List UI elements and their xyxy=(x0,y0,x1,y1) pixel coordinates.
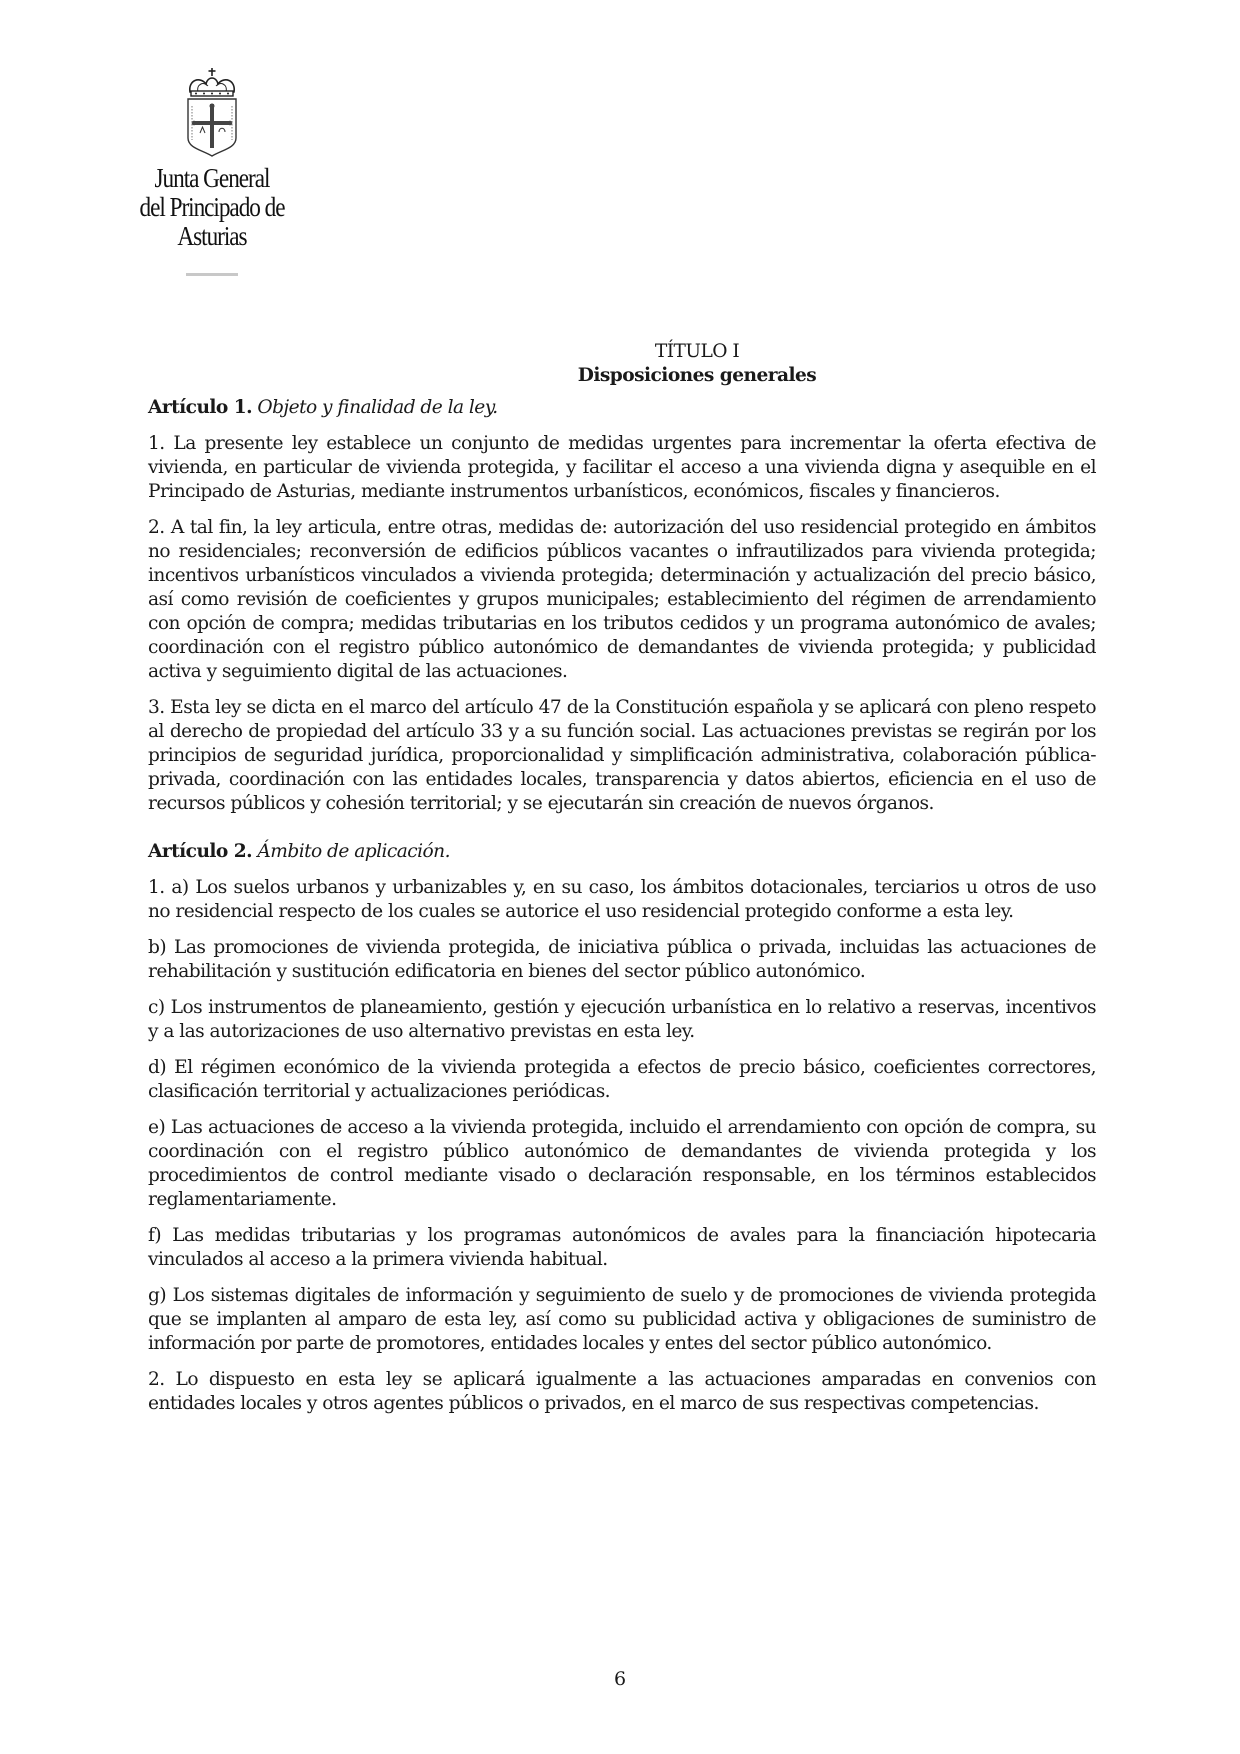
article-1-title: Objeto y finalidad de la ley. xyxy=(257,397,498,418)
article-2-paragraph-1c: c) Los instrumentos de planeamiento, gestión y ejecución urbanística en lo relativo a reservas, incentivos y a las autorizaciones de uso alternativo previstas en esta ley. xyxy=(148,997,1096,1042)
article-2-paragraph-1d: d) El régimen económico de la vivienda protegida a efectos de precio básico, coeficientes correctores, clasificación territorial y actualizaciones periódicas. xyxy=(148,1057,1096,1102)
article-1-number: Artículo 1. xyxy=(148,397,253,418)
article-1-paragraph-1: 1. La presente ley establece un conjunto de medidas urgentes para incrementar la oferta efectiva de vivienda, en particular de vivienda protegida, y facilitar el acceso a una vivienda digna y asequible en el Principado de Asturias, mediante instrumentos urbanísticos, económicos, fiscales y financieros. xyxy=(148,433,1096,502)
logo-divider xyxy=(186,273,238,276)
article-2-paragraph-1e: e) Las actuaciones de acceso a la vivienda protegida, incluido el arrendamiento con opción de compra, su coordinación con el registro público autonómico de demandantes de vivienda protegida y los procedimientos de control mediante visado o declaración responsable, en los términos establecidos reglamentariamente. xyxy=(148,1117,1096,1210)
article-1-paragraph-3: 3. Esta ley se dicta en el marco del artículo 47 de la Constitución española y se aplicará con pleno respeto al derecho de propiedad del artículo 33 y a su función social. Las actuaciones previstas se regirán por los principios de seguridad jurídica, proporcionalidad y simplificación administrativa, colaboración pública-privada, coordinación con las entidades locales, transparencia y datos abiertos, eficiencia en el uso de recursos públicos y cohesión territorial; y se ejecutarán sin creación de nuevos órganos. xyxy=(148,697,1096,814)
title-subtitle: Disposiciones generales xyxy=(577,365,817,386)
article-2-paragraph-1a: 1. a) Los suelos urbanos y urbanizables y, en su caso, los ámbitos dotacionales, terciarios u otros de uso no residencial respecto de los cuales se autorice el uso residencial protegido conforme a esta ley. xyxy=(148,877,1096,922)
article-2-title: Ámbito de aplicación. xyxy=(257,841,450,862)
article-2-number: Artículo 2. xyxy=(148,841,253,862)
institution-name-line2: del Principado de Asturias xyxy=(139,192,285,251)
institution-logo xyxy=(92,66,332,276)
article-1-heading xyxy=(148,396,1096,420)
institution-name-line1: Junta General xyxy=(154,163,270,193)
article-2-paragraph-1f: f) Las medidas tributarias y los programas autonómicos de avales para la financiación hipotecaria vinculados al acceso a la primera vivienda habitual. xyxy=(148,1225,1096,1270)
title-label: TÍTULO I xyxy=(654,341,740,362)
article-2-heading xyxy=(148,840,1096,864)
page-number: 6 xyxy=(613,1668,627,1690)
article-1-paragraph-2: 2. A tal fin, la ley articula, entre otras, medidas de: autorización del uso residencial protegido en ámbitos no residenciales; reconversión de edificios públicos vacantes o infrautilizados para vivienda protegida; incentivos urbanísticos vinculados a vivienda protegida; determinación y actualización del precio básico, así como revisión de coeficientes y grupos municipales; establecimiento del régimen de arrendamiento con opción de compra; medidas tributarias en los tributos cedidos y un programa autonómico de avales; coordinación con el registro público autonómico de demandantes de vivienda protegida; y publicidad activa y seguimiento digital de las actuaciones. xyxy=(148,517,1096,682)
institution-name xyxy=(109,164,315,251)
document-body xyxy=(148,340,1096,1428)
coat-of-arms-asturias-icon xyxy=(182,66,242,158)
article-2-paragraph-1g: g) Los sistemas digitales de información y seguimiento de suelo y de promociones de vivienda protegida que se implanten al amparo de esta ley, así como su publicidad activa y obligaciones de suministro de información por parte de promotores, entidades locales y entes del sector público autonómico. xyxy=(148,1285,1096,1354)
article-2-paragraph-1b: b) Las promociones de vivienda protegida, de iniciativa pública o privada, incluidas las actuaciones de rehabilitación y sustitución edificatoria en bienes del sector público autonómico. xyxy=(148,937,1096,982)
article-2-paragraph-2: 2. Lo dispuesto en esta ley se aplicará igualmente a las actuaciones amparadas en convenios con entidades locales y otros agentes públicos o privados, en el marco de sus respectivas competencias. xyxy=(148,1369,1096,1414)
